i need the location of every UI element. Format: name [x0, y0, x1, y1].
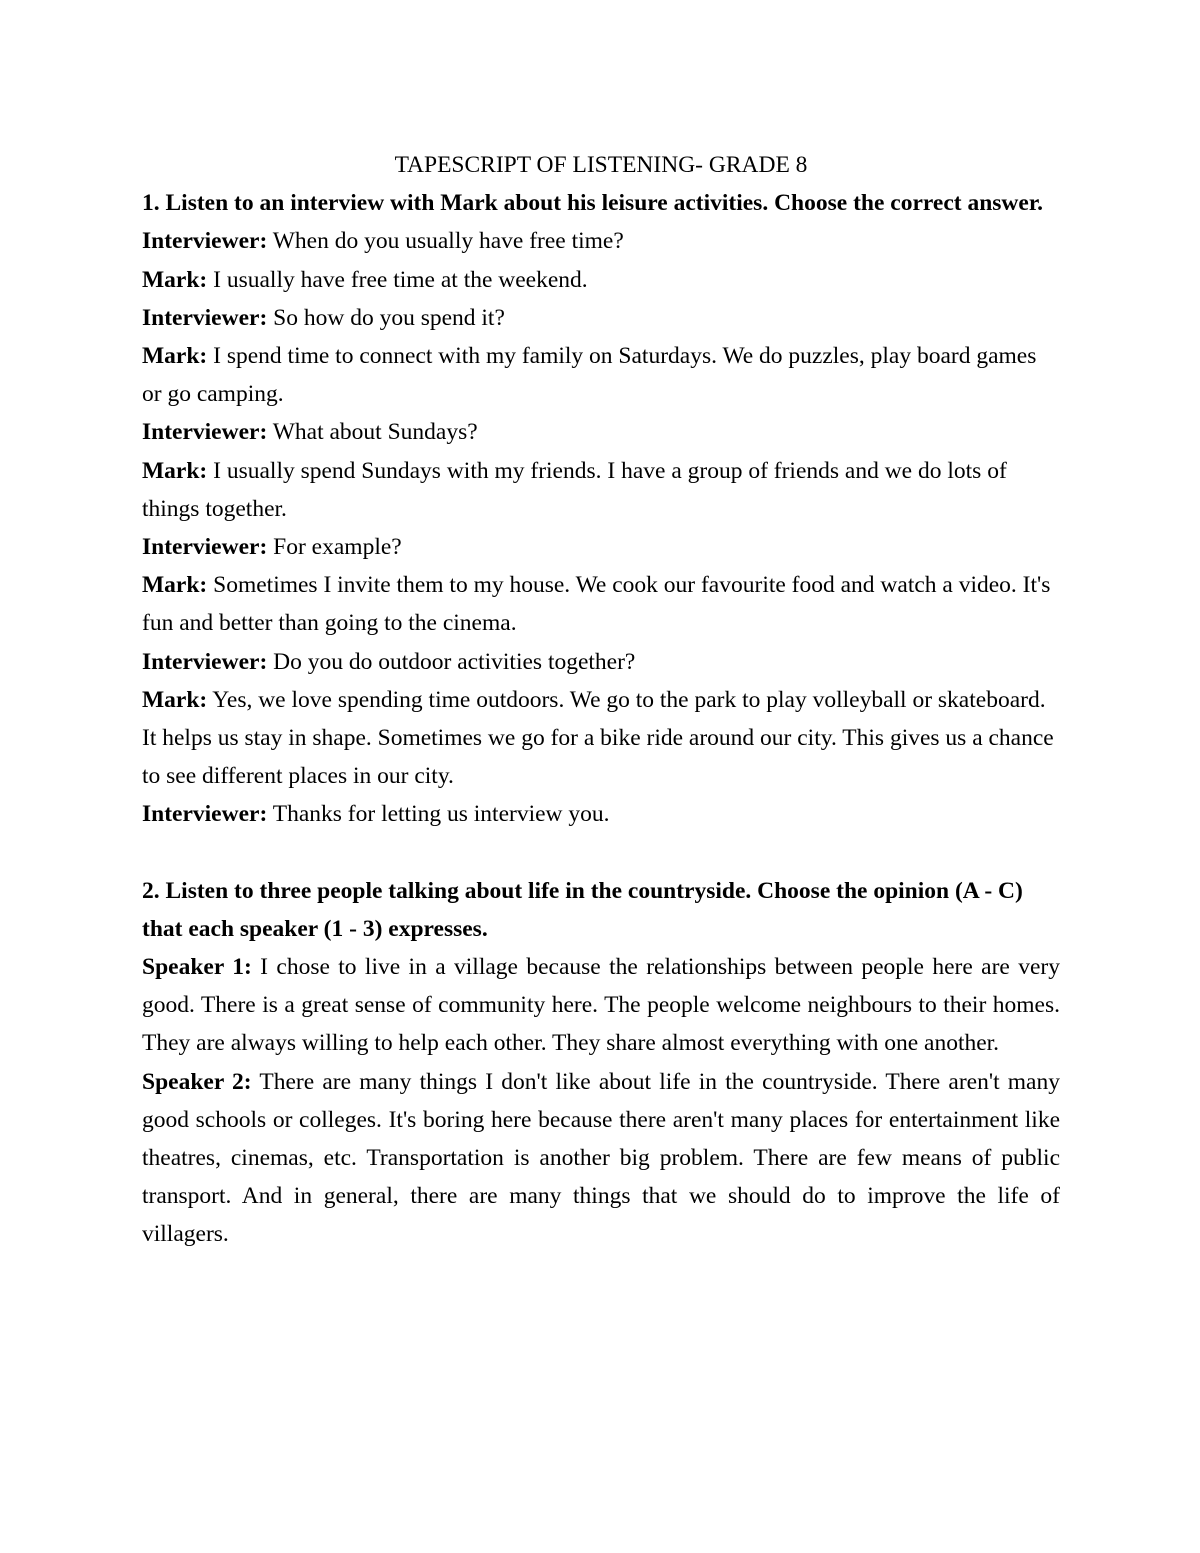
dialogue-text: What about Sundays?	[267, 419, 478, 446]
speaker-label: Speaker 1:	[142, 954, 252, 981]
dialogue-line	[142, 528, 1060, 566]
dialogue-line	[142, 681, 1060, 796]
dialogue-text: When do you usually have free time?	[267, 228, 624, 255]
dialogue-line	[142, 643, 1060, 681]
section-2-heading: 2. Listen to three people talking about life in the countryside. Choose the opinion (A - C) that each speaker (1 - 3) expresses.	[142, 877, 1023, 942]
speaker-label: Speaker 2:	[142, 1068, 252, 1095]
dialogue-text: I spend time to connect with my family on Saturdays. We do puzzles, play board games or go camping.	[142, 343, 1037, 408]
dialogue-line	[142, 1063, 1060, 1254]
dialogue-text: Do you do outdoor activities together?	[267, 648, 636, 675]
dialogue-text: I usually spend Sundays with my friends. I have a group of friends and we do lots of things together.	[142, 457, 1007, 522]
section-1-heading: 1. Listen to an interview with Mark about his leisure activities. Choose the correct answer.	[142, 190, 1043, 217]
dialogue-text: For example?	[267, 534, 402, 561]
speaker-label: Mark:	[142, 457, 208, 484]
speaker-label: Mark:	[142, 572, 208, 599]
speaker-label: Interviewer:	[142, 419, 268, 446]
speaker-label: Interviewer:	[142, 304, 268, 331]
section-gap	[142, 834, 1060, 872]
speaker-label: Interviewer:	[142, 801, 268, 828]
dialogue-line	[142, 299, 1060, 337]
dialogue-line	[142, 261, 1060, 299]
speaker-label: Interviewer:	[142, 534, 268, 561]
dialogue-text: Sometimes I invite them to my house. We cook our favourite food and watch a video. It's fun and better than going to the cinema.	[142, 572, 1051, 637]
dialogue-text: So how do you spend it?	[267, 304, 505, 331]
document-page	[142, 146, 1060, 1254]
dialogue-text: I usually have free time at the weekend.	[207, 266, 588, 293]
speaker-label: Interviewer:	[142, 228, 268, 255]
speaker-label: Interviewer:	[142, 648, 268, 675]
speaker-label: Mark:	[142, 266, 208, 293]
dialogue-text: There are many things I don't like about life in the countryside. There aren't many good schools or colleges. It's boring here because there aren't many places for entertainment like theatres, cinemas, etc. Transportation is another big problem. There are few means of public transport. And in general, there are many things that we should do to improve the life of villagers.	[142, 1068, 1060, 1248]
dialogue-line	[142, 413, 1060, 451]
dialogue-line	[142, 566, 1060, 642]
speaker-label: Mark:	[142, 343, 208, 370]
dialogue-line	[142, 222, 1060, 260]
dialogue-line	[142, 337, 1060, 413]
dialogue-text: I chose to live in a village because the relationships between people here are very good. There is a great sense of community here. The people welcome neighbours to their homes. They are always willing to help each other. They share almost everything with one another.	[142, 954, 1060, 1057]
dialogue-line	[142, 795, 1060, 833]
dialogue-line	[142, 948, 1060, 1063]
dialogue-text: Yes, we love spending time outdoors. We go to the park to play volleyball or skateboard. It helps us stay in shape. Sometimes we go for a bike ride around our city. This gives us a chance to see different places in our city.	[142, 686, 1054, 790]
dialogue-line	[142, 452, 1060, 528]
dialogue-text: Thanks for letting us interview you.	[267, 801, 610, 828]
speaker-label: Mark:	[142, 686, 208, 713]
document-title: TAPESCRIPT OF LISTENING- GRADE 8	[394, 152, 808, 178]
